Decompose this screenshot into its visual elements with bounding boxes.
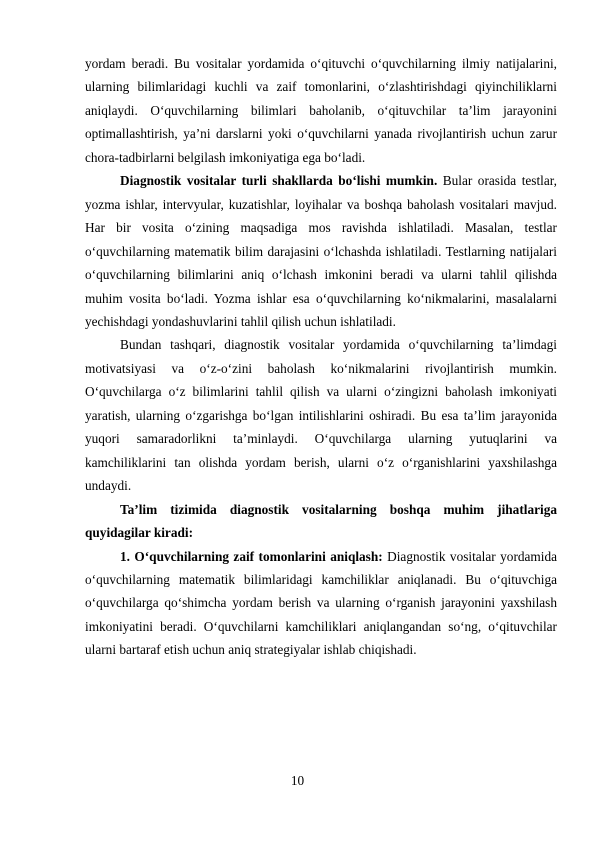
- list-item-1: [85, 545, 557, 662]
- list-item-1-body: Diagnostik vositalar yordamida o‘quvchilarning matematik bilimlaridagi kamchiliklar aniqlanadi. Bu o‘qituvchiga o‘quvchilarga qo‘shimcha yordam berish va ularning o‘rganish jarayonini yaxshilash imkoniyatini beradi. O‘quvchilarni kamchiliklari aniqlangandan so‘ng, o‘qituvchilar ularni bartaraf etish uchun aniq strategiyalar ishlab chiqishadi.: [85, 548, 558, 658]
- paragraph-2-heading: Diagnostik vositalar turli shakllarda bo‘lishi mumkin.: [120, 173, 438, 189]
- paragraph-2: [85, 169, 557, 333]
- document-body: [85, 52, 557, 662]
- list-item-1-heading: 1. O‘quvchilarning zaif tomonlarini aniqlash:: [120, 548, 383, 564]
- page-number: 10: [290, 773, 305, 788]
- paragraph-1: yordam beradi. Bu vositalar yordamida o‘qituvchi o‘quvchilarning ilmiy natijalarini, ularning bilimlaridagi kuchli va zaif tomonlarini, o‘zlashtirishdagi qiyinchiliklarni aniqlaydi. O‘quvchilarning bilimlari baholanib, o‘qituvchilar ta’lim jarayonini optimallashtirish, ya’ni darslarni yoki o‘quvchilarni yanada rivojlantirish uchun zarur chora-tadbirlarni belgilash imkoniyatiga ega bo‘ladi.: [85, 56, 557, 165]
- section-heading: Ta’lim tizimida diagnostik vositalarning boshqa muhim jihatlariga quyidagilar kiradi:: [85, 501, 557, 541]
- paragraph-3: Bundan tashqari, diagnostik vositalar yordamida o‘quvchilarning ta’limdagi motivatsiyasi va o‘z-o‘zini baholash ko‘nikmalarini rivojlantirish mumkin. O‘quvchilarga o‘z bilimlarini tahlil qilish va ularni o‘zingizni baholash imkoniyati yaratish, ularning o‘zgarishga bo‘lgan intilishlarini oshiradi. Bu esa ta’lim jarayonida yuqori samaradorlikni ta’minlaydi. O‘quvchilarga ularning yutuqlarini va kamchiliklarini tan olishda yordam berish, ularni o‘z o‘rganishlarini yaxshilashga undaydi.: [85, 337, 557, 494]
- paragraph-2-body: Bular orasida testlar, yozma ishlar, intervyular, kuzatishlar, loyihalar va boshqa baholash vositalari mavjud. Har bir vosita o‘zining maqsadiga mos ravishda ishlatiladi. Masalan, testlar o‘quvchilarning matematik bilim darajasini o‘lchashda ishlatiladi. Testlarning natijalari o‘quvchilarning bilimlarini aniq o‘lchash imkonini beradi va ularni tahlil qilishda muhim vosita bo‘ladi. Yozma ishlar esa o‘quvchilarning ko‘nikmalarini, masalalarni yechishdagi yondashuvlarini tahlil qilish uchun ishlatiladi.: [85, 173, 557, 329]
